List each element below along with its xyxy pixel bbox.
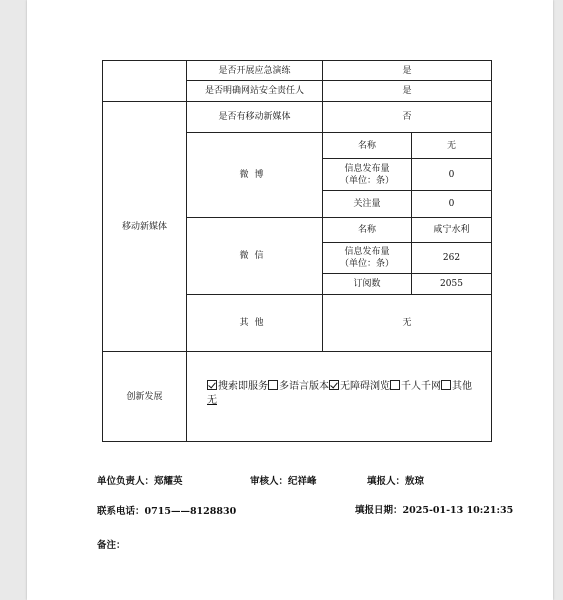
wechat-posts-label (323, 243, 412, 274)
emergency-drill-label: 是否开展应急演练 (187, 61, 323, 81)
option-multi-language[interactable] (268, 381, 329, 392)
option-other[interactable] (441, 381, 472, 392)
wechat-subs-value: 2055 (412, 274, 492, 295)
wechat-name-label: 名称 (323, 218, 412, 243)
emergency-drill-value: 是 (323, 61, 492, 81)
checkbox-unchecked-icon[interactable] (390, 380, 400, 390)
security-owner-value: 是 (323, 81, 492, 102)
innovation-options (187, 352, 492, 442)
innovation-label: 创新发展 (103, 352, 187, 442)
has-mobile-media-label: 是否有移动新媒体 (187, 102, 323, 133)
blank-section-cell (103, 61, 187, 102)
option-label: 搜索即服务 (218, 381, 268, 392)
option-personalized[interactable] (390, 381, 441, 392)
row-emergency-drill (103, 61, 492, 81)
innovation-other-value: 无 (207, 395, 217, 406)
wechat-posts-value: 262 (412, 243, 492, 274)
weibo-name-value: 无 (412, 133, 492, 159)
checkbox-checked-icon[interactable] (329, 380, 339, 390)
fill-date: 填报日期：2025-01-13 10:21:35 (355, 505, 514, 516)
checkbox-unchecked-icon[interactable] (268, 380, 278, 390)
weibo-posts-value: 0 (412, 159, 492, 191)
option-label: 无障碍浏览 (340, 381, 390, 392)
wechat-posts-label-line2: （单位：条） (339, 259, 394, 269)
row-innovation (103, 352, 492, 442)
row-has-mobile-media (103, 102, 492, 133)
document-page (27, 0, 553, 600)
weibo-name-label: 名称 (323, 133, 412, 159)
option-search-service[interactable] (207, 381, 268, 392)
wechat-posts-label-line1: 信息发布量 (344, 247, 390, 257)
unit-head: 单位负责人：郑耀英 (97, 476, 183, 487)
option-label: 其他 (452, 381, 472, 392)
weibo-followers-value: 0 (412, 191, 492, 218)
option-label: 多语言版本 (279, 381, 329, 392)
weibo-posts-label-line2: （单位：条） (339, 175, 394, 186)
weibo-posts-label (323, 159, 412, 191)
weibo-followers-label: 关注量 (323, 191, 412, 218)
has-mobile-media-value: 否 (323, 102, 492, 133)
checkbox-unchecked-icon[interactable] (441, 380, 451, 390)
wechat-name-value: 咸宁水利 (412, 218, 492, 243)
weibo-posts-label-line1: 信息发布量 (344, 163, 390, 174)
other-media-value: 无 (323, 295, 492, 352)
filler: 填报人：敖琼 (367, 476, 425, 487)
security-owner-label: 是否明确网站安全责任人 (187, 81, 323, 102)
other-media-label: 其他 (187, 295, 323, 352)
weibo-label: 微博 (187, 133, 323, 218)
mobile-media-section-label: 移动新媒体 (103, 102, 187, 352)
remarks: 备注： (97, 540, 126, 551)
option-accessibility[interactable] (329, 381, 390, 392)
wechat-label: 微信 (187, 218, 323, 295)
report-table (102, 60, 492, 442)
wechat-subs-label: 订阅数 (323, 274, 412, 295)
checkbox-checked-icon[interactable] (207, 380, 217, 390)
reviewer: 审核人：纪祥峰 (250, 476, 317, 487)
option-label: 千人千网 (401, 381, 441, 392)
contact-phone: 联系电话：0715——8128830 (97, 506, 237, 517)
